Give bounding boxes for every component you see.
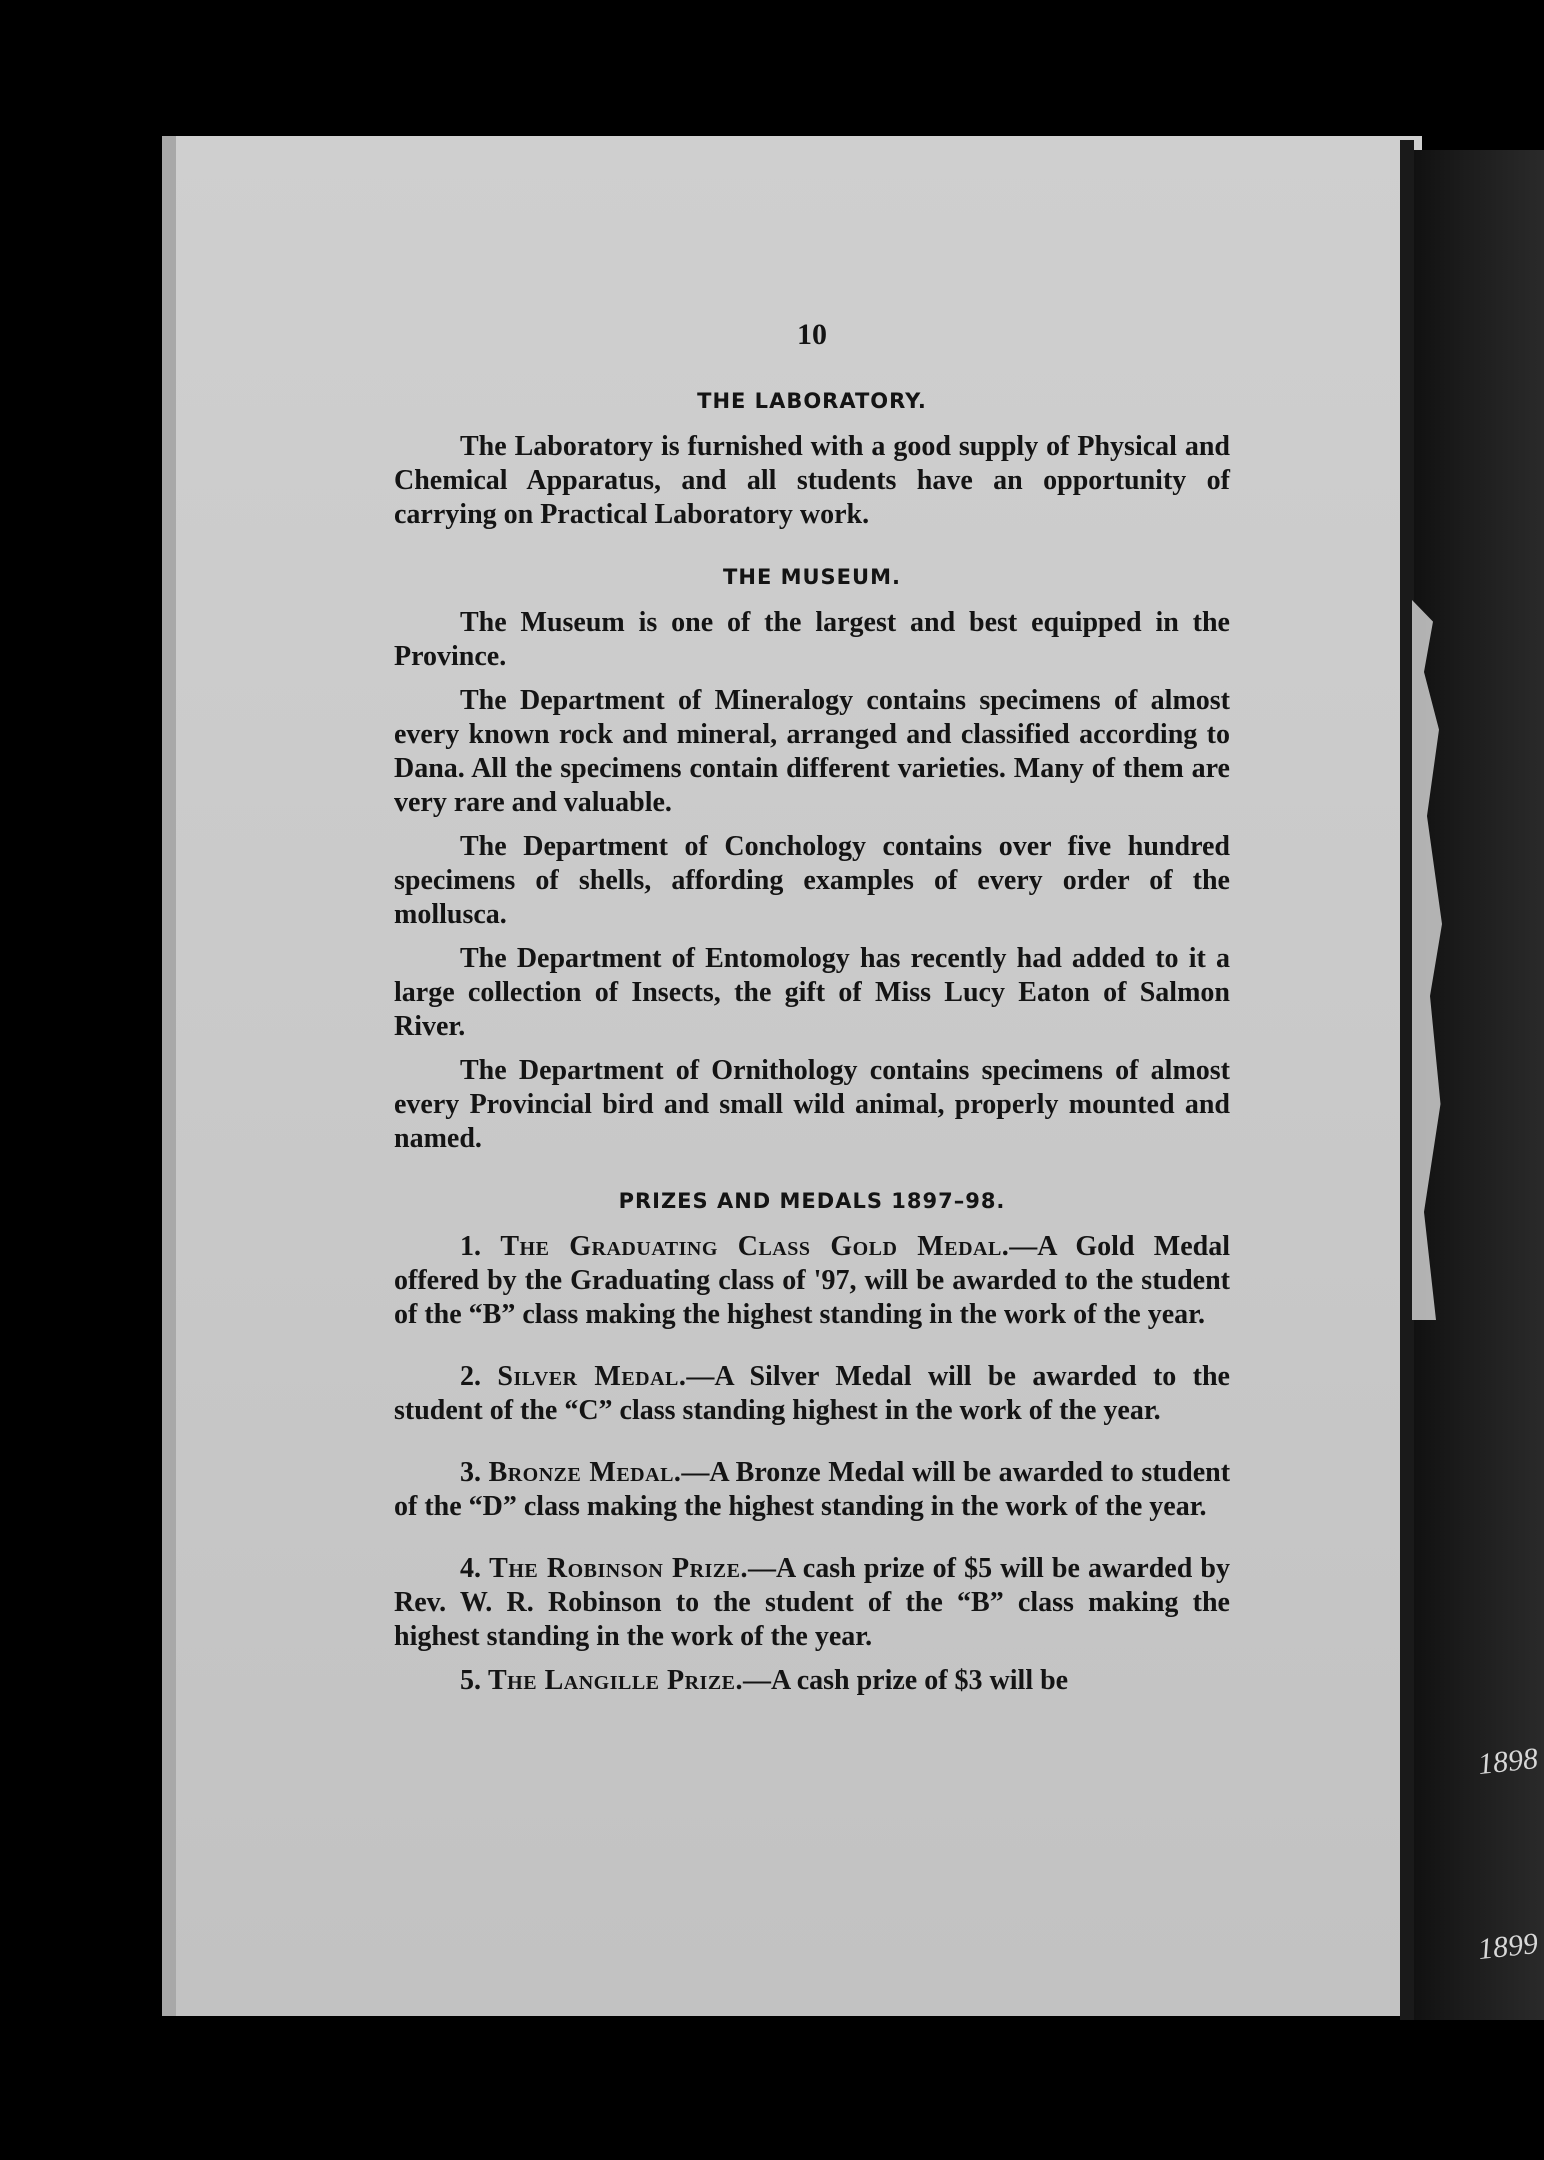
prize-number: 3. (460, 1457, 481, 1488)
prize-text: —A cash prize of $5 will be awarded by Rev. W. R. Robinson to the student of the “B” class making the highest standing in the work of the year. (394, 1553, 1230, 1652)
page-number: 10 (797, 318, 827, 351)
prize-title: Silver Medal. (497, 1361, 687, 1392)
prize-item (394, 1552, 1230, 1654)
museum-paragraph: The Department of Ornithology contains specimens of almost every Provincial bird and small wild animal, properly mounted and named. (394, 1055, 1230, 1154)
prize-item (394, 1360, 1230, 1428)
prize-text: —A cash prize of $3 will be (743, 1665, 1069, 1696)
museum-paragraph: The Museum is one of the largest and best equipped in the Province. (394, 607, 1230, 672)
museum-paragraph: The Department of Entomology has recently had added to it a large collection of Insects, the gift of Miss Lucy Eaton of Salmon River. (394, 943, 1230, 1042)
prize-item (394, 1664, 1230, 1698)
prize-number: 1. (460, 1231, 481, 1262)
prize-text: —A Gold Medal offered by the Graduating class of '97, will be awarded to the student of the “B” class making the highest standing in the work of the year. (394, 1231, 1230, 1330)
museum-paragraph: The Department of Mineralogy contains specimens of almost every known rock and mineral, arranged and classified according to Dana. All the specimens contain different varieties. Many of them are very rare and valuable. (394, 685, 1230, 818)
prize-item (394, 1230, 1230, 1332)
prize-number: 2. (460, 1361, 481, 1392)
heading-prizes: PRIZES AND MEDALS 1897–98. (618, 1189, 1006, 1213)
prize-title: The Robinson Prize. (489, 1553, 748, 1584)
handwritten-note-upper: 1898 (1476, 1741, 1540, 1782)
handwritten-note-lower: 1899 (1476, 1926, 1540, 1967)
prize-number: 5. (460, 1665, 481, 1696)
museum-paragraph: The Department of Conchology contains over five hundred specimens of shells, affording examples of every order of the mollusca. (394, 831, 1230, 930)
prize-text: —A Bronze Medal will be awarded to student of the “D” class making the highest standing in the work of the year. (394, 1457, 1231, 1522)
prize-title: Bronze Medal. (488, 1457, 682, 1488)
prize-item (394, 1456, 1230, 1524)
prize-number: 4. (460, 1553, 481, 1584)
prize-title: The Langille Prize. (488, 1665, 744, 1696)
heading-museum: THE MUSEUM. (723, 565, 901, 589)
page-content (394, 318, 1230, 1708)
prize-title: The Graduating Class Gold Medal. (500, 1231, 1010, 1262)
laboratory-paragraph: The Laboratory is furnished with a good supply of Physical and Chemical Apparatus, and all students have an opportunity of carrying on Practical Laboratory work. (394, 431, 1230, 530)
book-gutter (1400, 140, 1414, 2020)
prize-text: —A Silver Medal will be awarded to the student of the “C” class standing highest in the work of the year. (394, 1361, 1230, 1426)
heading-laboratory: THE LABORATORY. (697, 389, 927, 413)
